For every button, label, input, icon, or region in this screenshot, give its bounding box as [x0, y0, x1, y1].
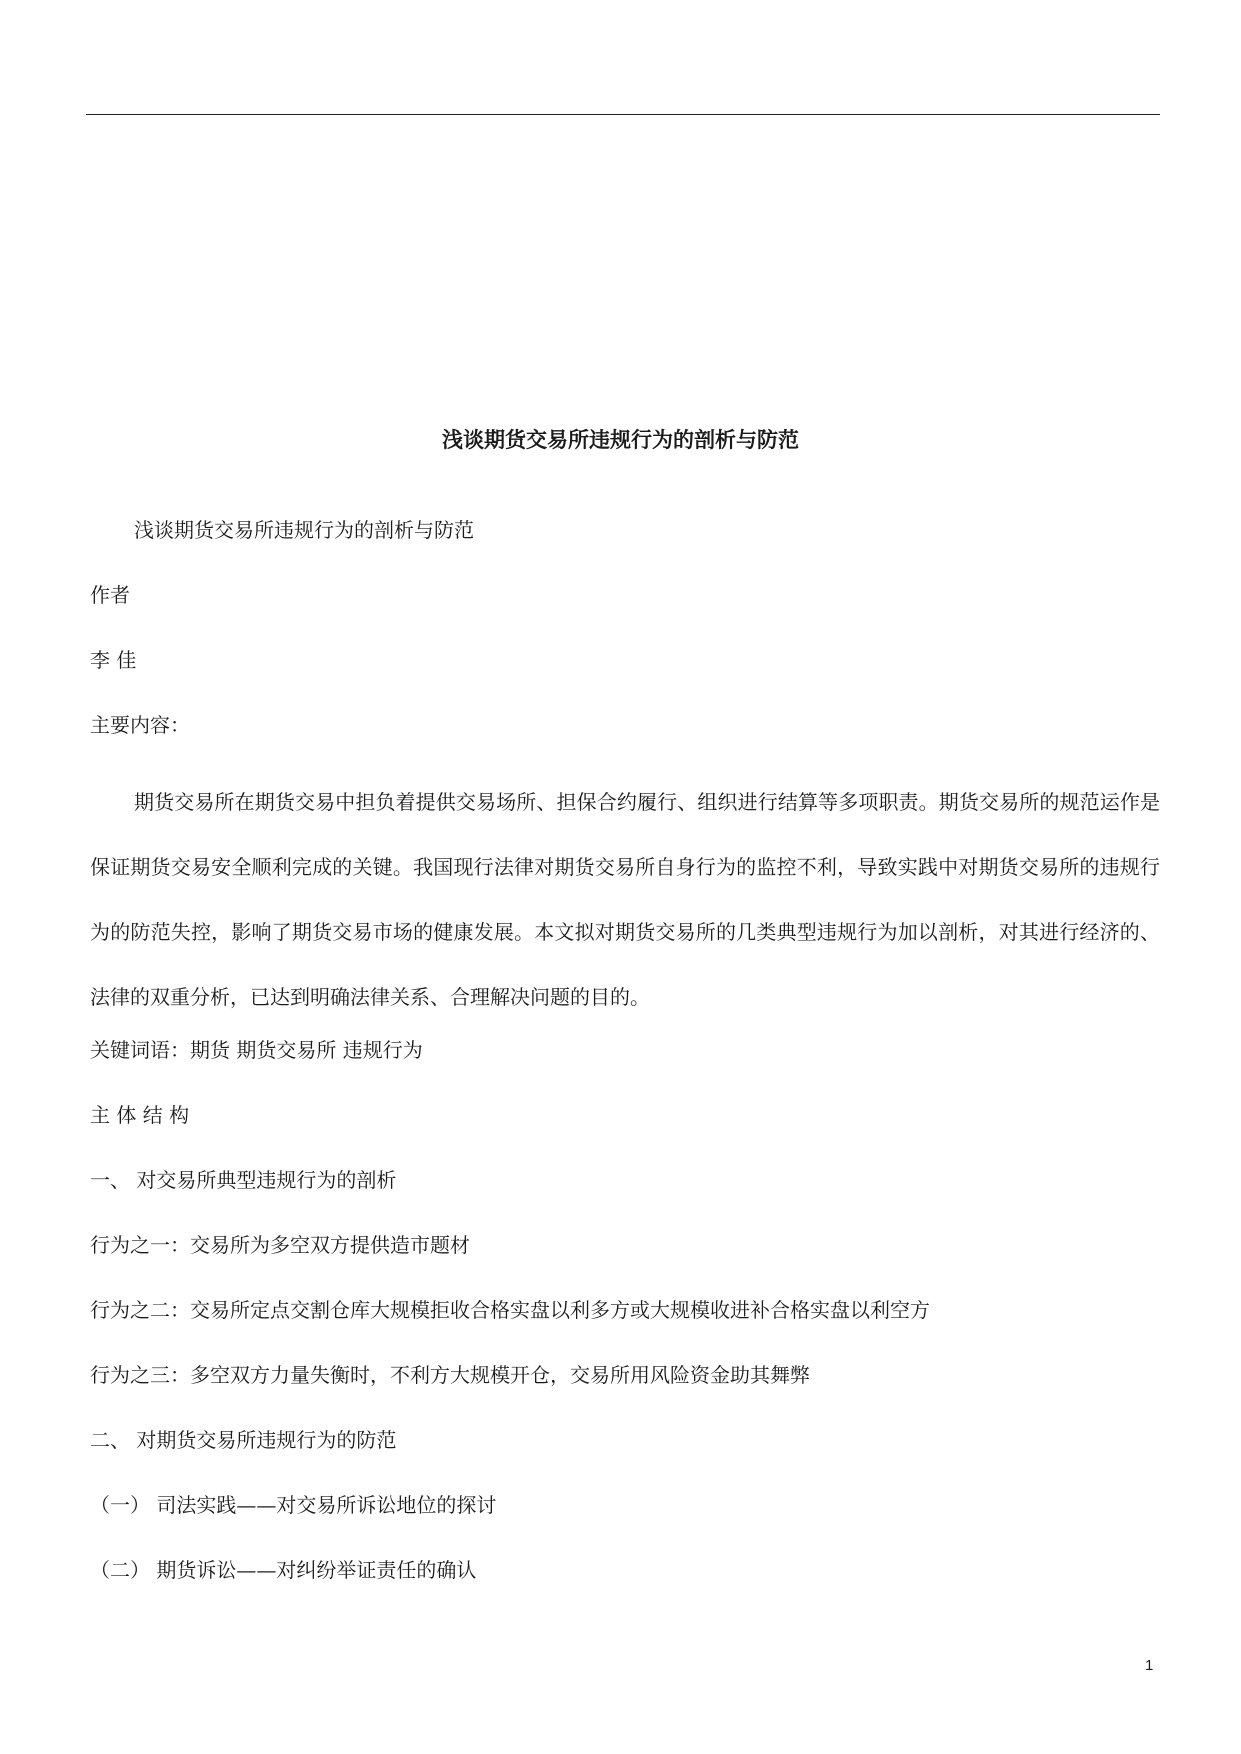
document-subtitle: 浅谈期货交易所违规行为的剖析与防范 — [134, 518, 474, 542]
outline-item: 一、 对交易所典型违规行为的剖析 — [90, 1168, 397, 1192]
outline-item: 行为之二：交易所定点交割仓库大规模拒收合格实盘以利多方或大规模收进补合格实盘以利空方 — [90, 1298, 930, 1322]
page-number: 1 — [1145, 1657, 1154, 1674]
keywords-line: 关键词语：期货 期货交易所 违规行为 — [90, 1038, 423, 1062]
structure-label: 主 体 结 构 — [90, 1103, 190, 1127]
author-label: 作者 — [90, 583, 130, 607]
outline-item: 行为之一：交易所为多空双方提供造市题材 — [90, 1233, 470, 1257]
author-name: 李 佳 — [90, 648, 137, 672]
document-title: 浅谈期货交易所违规行为的剖析与防范 — [442, 428, 799, 452]
outline-item: 行为之三：多空双方力量失衡时，不利方大规模开仓，交易所用风险资金助其舞弊 — [90, 1363, 810, 1387]
outline-item: （一） 司法实践——对交易所诉讼地位的探讨 — [90, 1493, 497, 1517]
outline-item: 二、 对期货交易所违规行为的防范 — [90, 1428, 397, 1452]
outline-item: （二） 期货诉讼——对纠纷举证责任的确认 — [90, 1558, 477, 1582]
header-rule — [86, 114, 1160, 115]
summary-paragraph: 期货交易所在期货交易中担负着提供交易场所、担保合约履行、组织进行结算等多项职责。期货交易所的规范运作是保证期货交易安全顺利完成的关键。我国现行法律对期货交易所自身行为的监控不利，导致实践中对期货交易所的违规行为的防范失控，影响了期货交易市场的健康发展。本文拟对期货交易所的几类典型违规行为加以剖析，对其进行经济的、法律的双重分析，已达到明确法律关系、合理解决问题的目的。 — [90, 790, 1160, 1009]
summary-label: 主要内容： — [90, 713, 190, 737]
